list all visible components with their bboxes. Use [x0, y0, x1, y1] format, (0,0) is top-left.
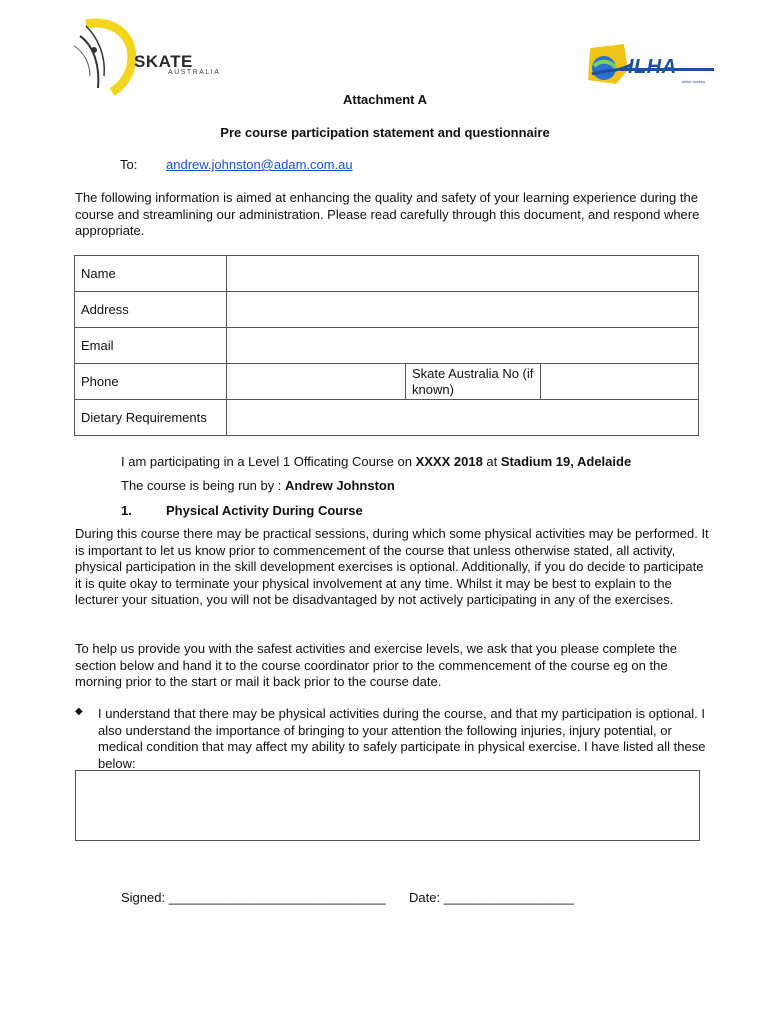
participation-prefix: I am participating in a Level 1 Officating Course on [121, 454, 416, 469]
email-field[interactable] [227, 328, 699, 364]
intro-paragraph: The following information is aimed at enhancing the quality and safety of your learning experience during the course and streamlining our administration. Please read carefully through this document, and respond where appropriate. [75, 190, 700, 238]
ilha-logo-subtext: inline hockey [682, 79, 706, 84]
ilha-logo [580, 40, 715, 90]
dietary-requirements-field[interactable] [227, 400, 699, 436]
email-label: Email [75, 328, 227, 364]
runner-prefix: The course is being run by : [121, 478, 286, 493]
name-label: Name [75, 256, 227, 292]
skate-logo-text: SKATE [134, 52, 193, 71]
table-row [75, 328, 699, 364]
injuries-response-box[interactable] [75, 770, 700, 841]
table-row [75, 364, 699, 400]
diamond-bullet-icon: ◆ [75, 706, 83, 717]
skate-australia-no-label: Skate Australia No (if known) [406, 364, 541, 400]
course-venue: Stadium 19, Adelaide [500, 454, 632, 469]
course-runner: Andrew Johnston [285, 478, 395, 493]
phone-field[interactable] [227, 364, 406, 400]
section-number: 1. [121, 503, 132, 518]
signature-line: Signed: ______________________________ [121, 890, 386, 905]
date-line: Date: __________________ [409, 890, 574, 905]
course-runner-statement [121, 478, 395, 493]
ilha-logo-text: ILHA [628, 56, 677, 78]
to-label: To: [120, 157, 138, 172]
physical-activity-paragraph: During this course there may be practical sessions, during which some physical activities may be performed. It is important to let us know prior to commencement of the course that unless otherwise stated, all activity, physical participation in the skill development exercises is optional. Additionally, if you do decide to participate it is quite okay to terminate your physical involvement at any time. Whilst it may be best to explain to the lecturer your situation, you will not be disadvantaged by not actively participating in any of the exercises. [75, 526, 709, 607]
acknowledgement-bullet: I understand that there may be physical activities during the course, and that my participation is optional. I also understand the importance of bringing to your attention the following injuries, injury potential, or medical condition that may affect my ability to safely participate in physical exercise. I have listed all these below: [98, 706, 706, 771]
section-title: Physical Activity During Course [166, 503, 363, 518]
table-row [75, 256, 699, 292]
participant-details-table [74, 255, 699, 436]
name-field[interactable] [227, 256, 699, 292]
course-date: XXXX 2018 [415, 454, 483, 469]
skate-australia-no-field[interactable] [541, 364, 699, 400]
participation-at: at [482, 454, 501, 469]
document-title: Pre course participation statement and questionnaire [220, 125, 550, 140]
to-email-link[interactable]: andrew.johnston@adam.com.au [166, 157, 353, 172]
participation-statement [121, 454, 631, 469]
attachment-heading: Attachment A [342, 92, 428, 107]
instructions-paragraph: To help us provide you with the safest activities and exercise levels, we ask that you please complete the section below and hand it to the course coordinator prior to the commencement of the course eg on the morning prior to the start or mail it back prior to the course date. [75, 641, 677, 689]
table-row [75, 292, 699, 328]
address-label: Address [75, 292, 227, 328]
address-field[interactable] [227, 292, 699, 328]
table-row [75, 400, 699, 436]
phone-label: Phone [75, 364, 227, 400]
dietary-requirements-label: Dietary Requirements [75, 400, 227, 436]
skate-australia-logo [72, 16, 232, 98]
skate-logo-subtext: AUSTRALIA [168, 69, 221, 76]
